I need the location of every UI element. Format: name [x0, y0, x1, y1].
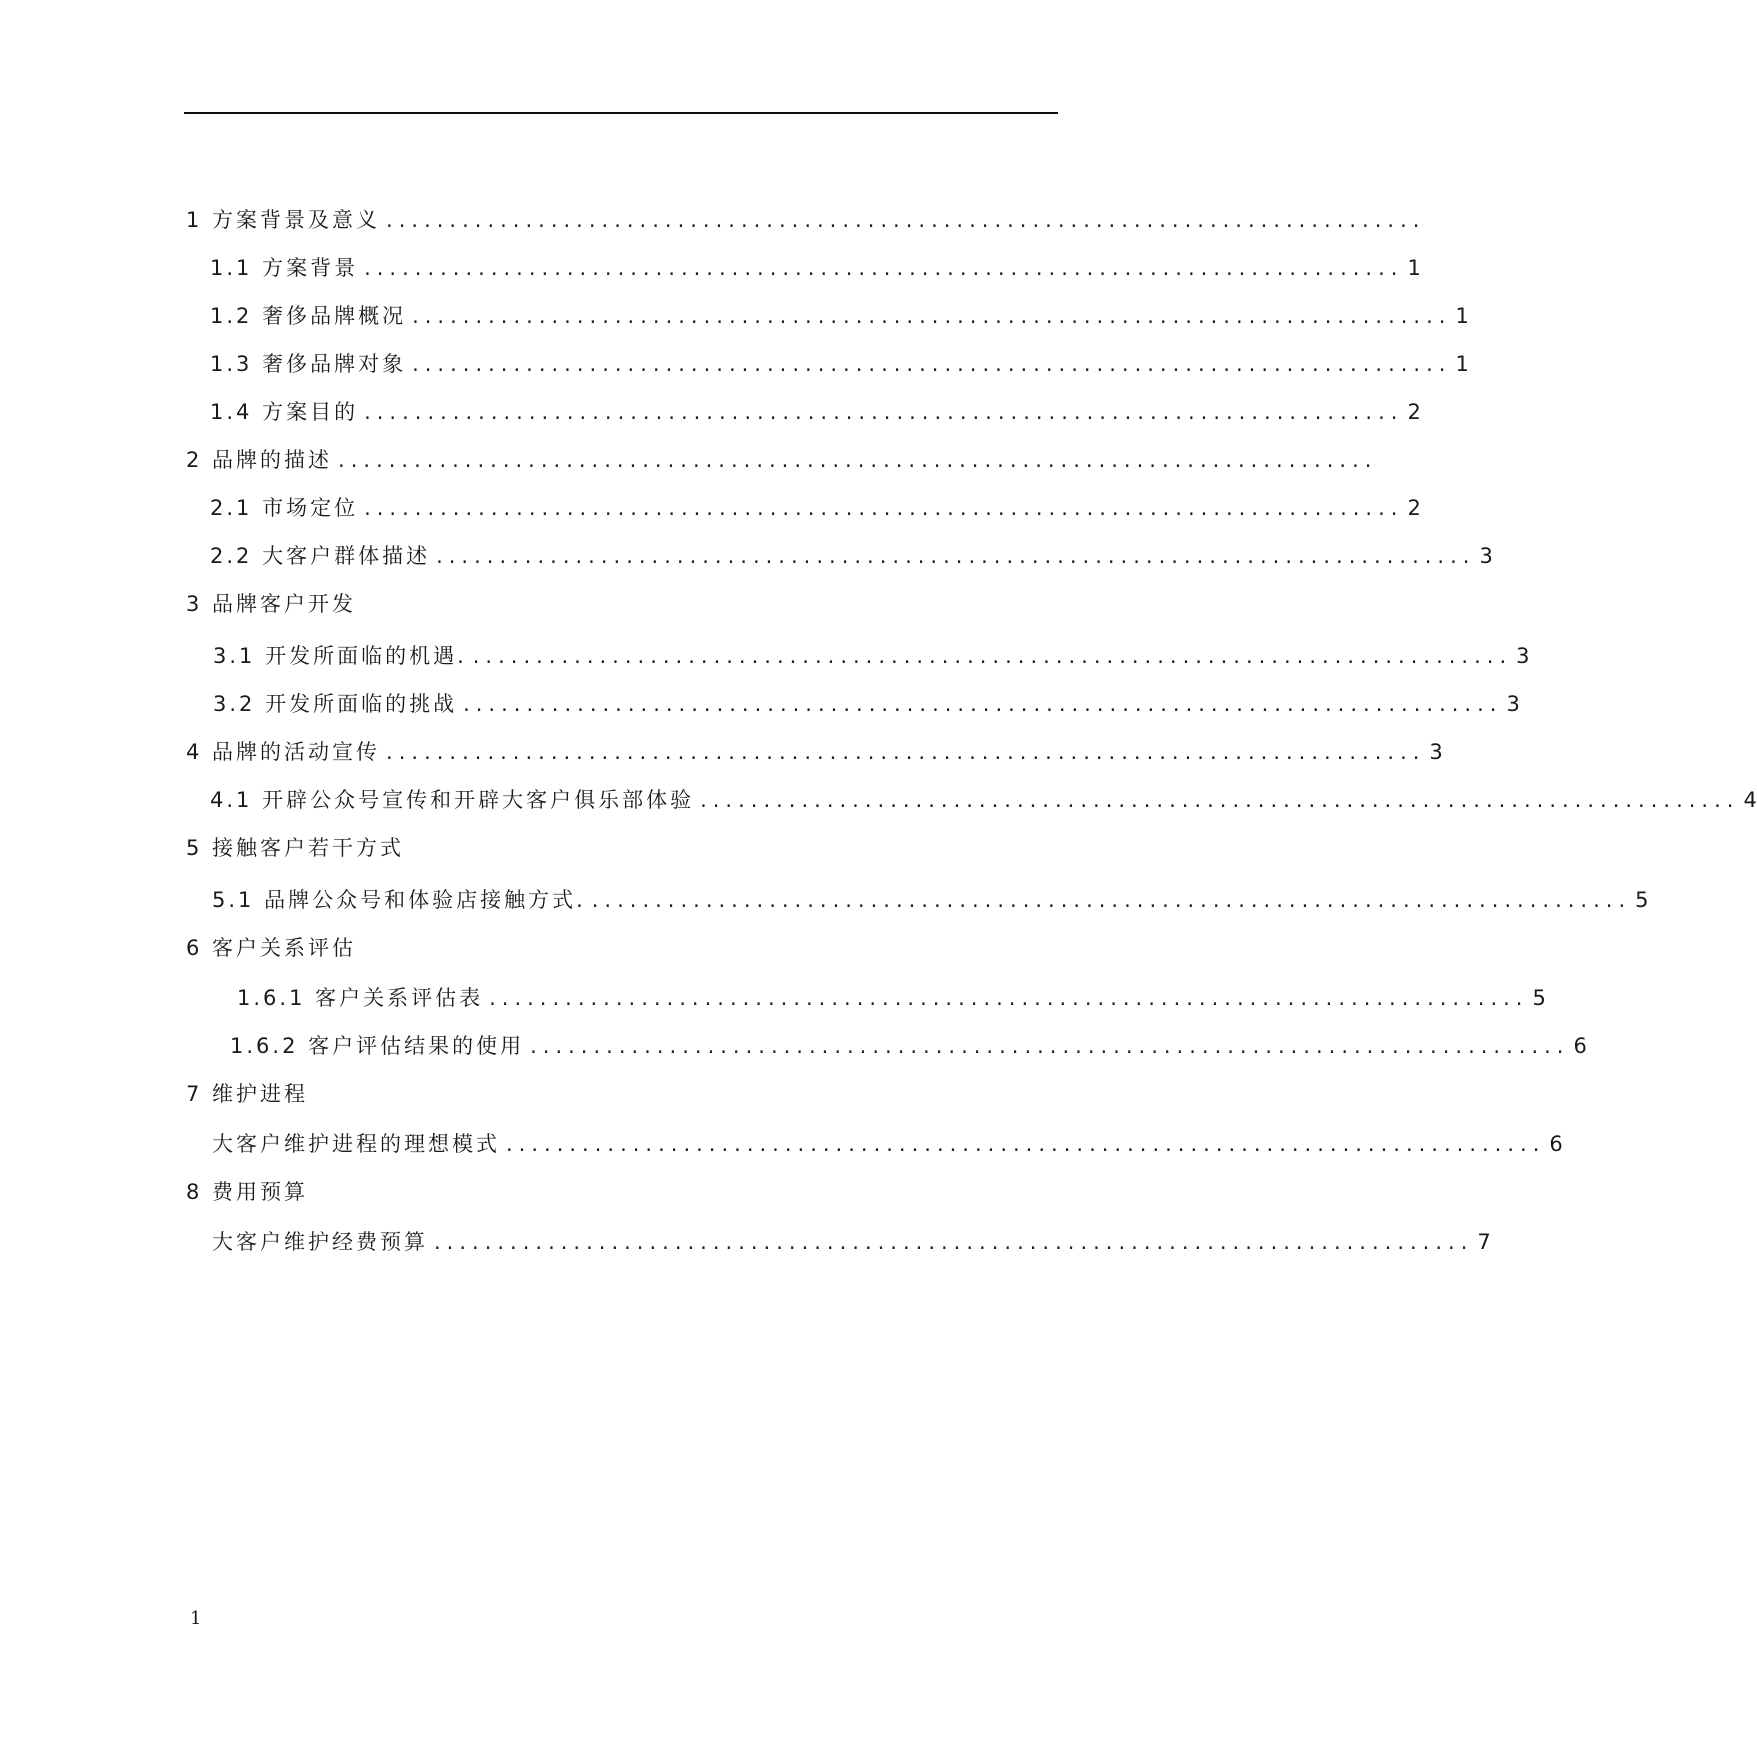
toc-entry-label: 2.2 大客户群体描述: [210, 544, 431, 568]
toc-entry-page: 5: [1532, 986, 1546, 1010]
toc-entry-1-3[interactable]: [210, 350, 1469, 378]
toc-entry-8-1[interactable]: [212, 1228, 1491, 1256]
toc-entry-label: 1.4 方案目的: [210, 400, 359, 424]
toc-entry-page: 1: [1455, 352, 1469, 376]
toc-entry-1[interactable]: [186, 206, 1426, 234]
toc-entry-page: 3: [1506, 692, 1520, 716]
toc-entry-page: 5: [1635, 888, 1649, 912]
dot-leader: ..................................................................................: [530, 1034, 1570, 1058]
toc-entry-label: 2.1 市场定位: [210, 496, 359, 520]
dot-leader: ..................................................................................: [338, 448, 1378, 472]
toc-entry-label: 大客户维护经费预算: [212, 1230, 428, 1254]
toc-entry-3[interactable]: [186, 590, 356, 618]
toc-entry-8[interactable]: [186, 1178, 308, 1206]
toc-entry-label: 7 维护进程: [186, 1082, 309, 1106]
toc-entry-7[interactable]: [186, 1080, 308, 1108]
toc-entry-page: 6: [1573, 1034, 1587, 1058]
toc-entry-6-2[interactable]: [230, 1032, 1587, 1060]
toc-entry-label: 1.2 奢侈品牌概况: [210, 304, 407, 328]
toc-entry-label: 3 品牌客户开发: [186, 592, 357, 616]
dot-leader: ..................................................................................: [364, 496, 1404, 520]
toc-entry-label: 8 费用预算: [186, 1180, 309, 1204]
toc-entry-5[interactable]: [186, 834, 404, 862]
toc-entry-page: 2: [1407, 400, 1421, 424]
toc-entry-1-2[interactable]: [210, 302, 1469, 330]
toc-entry-2-1[interactable]: [210, 494, 1421, 522]
toc-entry-1-1[interactable]: [210, 254, 1421, 282]
dot-leader: ..................................................................................: [386, 740, 1426, 764]
toc-entry-page: 1: [1407, 256, 1421, 280]
dot-leader: ..................................................................................: [412, 304, 1452, 328]
toc-entry-page: 7: [1477, 1230, 1491, 1254]
toc-entry-label: 大客户维护进程的理想模式: [212, 1132, 500, 1156]
toc-entry-page: 2: [1407, 496, 1421, 520]
page-number: 1: [190, 1608, 202, 1629]
toc-entry-label: 3.1 开发所面临的机遇.: [213, 644, 467, 668]
toc-entry-2-2[interactable]: [210, 542, 1493, 570]
dot-leader: ..................................................................................: [412, 352, 1452, 376]
toc-entry-5-1[interactable]: [212, 886, 1649, 914]
toc-entry-page: 3: [1516, 644, 1530, 668]
dot-leader: ..................................................................................: [591, 888, 1632, 912]
toc-entry-4-1[interactable]: [210, 786, 1757, 814]
toc-entry-label: 3.2 开发所面临的挑战: [213, 692, 458, 716]
dot-leader: ..................................................................................: [463, 692, 1503, 716]
toc-entry-page: 6: [1549, 1132, 1563, 1156]
toc-entry-6-1[interactable]: [237, 984, 1546, 1012]
dot-leader: ..................................................................................: [506, 1132, 1546, 1156]
toc-entry-page: 1: [1455, 304, 1469, 328]
toc-entry-label: 6 客户关系评估: [186, 936, 357, 960]
toc-entry-3-1[interactable]: [213, 642, 1530, 670]
toc-entry-4[interactable]: [186, 738, 1443, 766]
toc-entry-2[interactable]: [186, 446, 1378, 474]
toc-entry-label: 1.6.1 客户关系评估表: [237, 986, 484, 1010]
toc-entry-label: 1.6.2 客户评估结果的使用: [230, 1034, 525, 1058]
toc-entry-label: 4.1 开辟公众号宣传和开辟大客户俱乐部体验: [210, 788, 695, 812]
toc-entry-page: 4: [1743, 788, 1757, 812]
dot-leader: ..................................................................................: [434, 1230, 1474, 1254]
dot-leader: ..................................................................................: [489, 986, 1529, 1010]
dot-leader: ..................................................................................: [386, 208, 1426, 232]
toc-entry-label: 1.3 奢侈品牌对象: [210, 352, 407, 376]
toc-entry-label: 1.1 方案背景: [210, 256, 359, 280]
toc-entry-1-4[interactable]: [210, 398, 1421, 426]
dot-leader: ..................................................................................: [700, 788, 1740, 812]
toc-entry-3-2[interactable]: [213, 690, 1520, 718]
toc-entry-label: 1 方案背景及意义: [186, 208, 381, 232]
toc-entry-label: 5.1 品牌公众号和体验店接触方式.: [212, 888, 586, 912]
toc-entry-label: 5 接触客户若干方式: [186, 836, 405, 860]
toc-entry-6[interactable]: [186, 934, 356, 962]
dot-leader: ..................................................................................: [364, 400, 1404, 424]
toc-entry-7-1[interactable]: [212, 1130, 1563, 1158]
toc-entry-page: 3: [1429, 740, 1443, 764]
dot-leader: ..................................................................................: [472, 644, 1513, 668]
dot-leader: ..................................................................................: [364, 256, 1404, 280]
toc-entry-page: 3: [1479, 544, 1493, 568]
dot-leader: ..................................................................................: [436, 544, 1476, 568]
toc-entry-label: 4 品牌的活动宣传: [186, 740, 381, 764]
toc-entry-label: 2 品牌的描述: [186, 448, 333, 472]
